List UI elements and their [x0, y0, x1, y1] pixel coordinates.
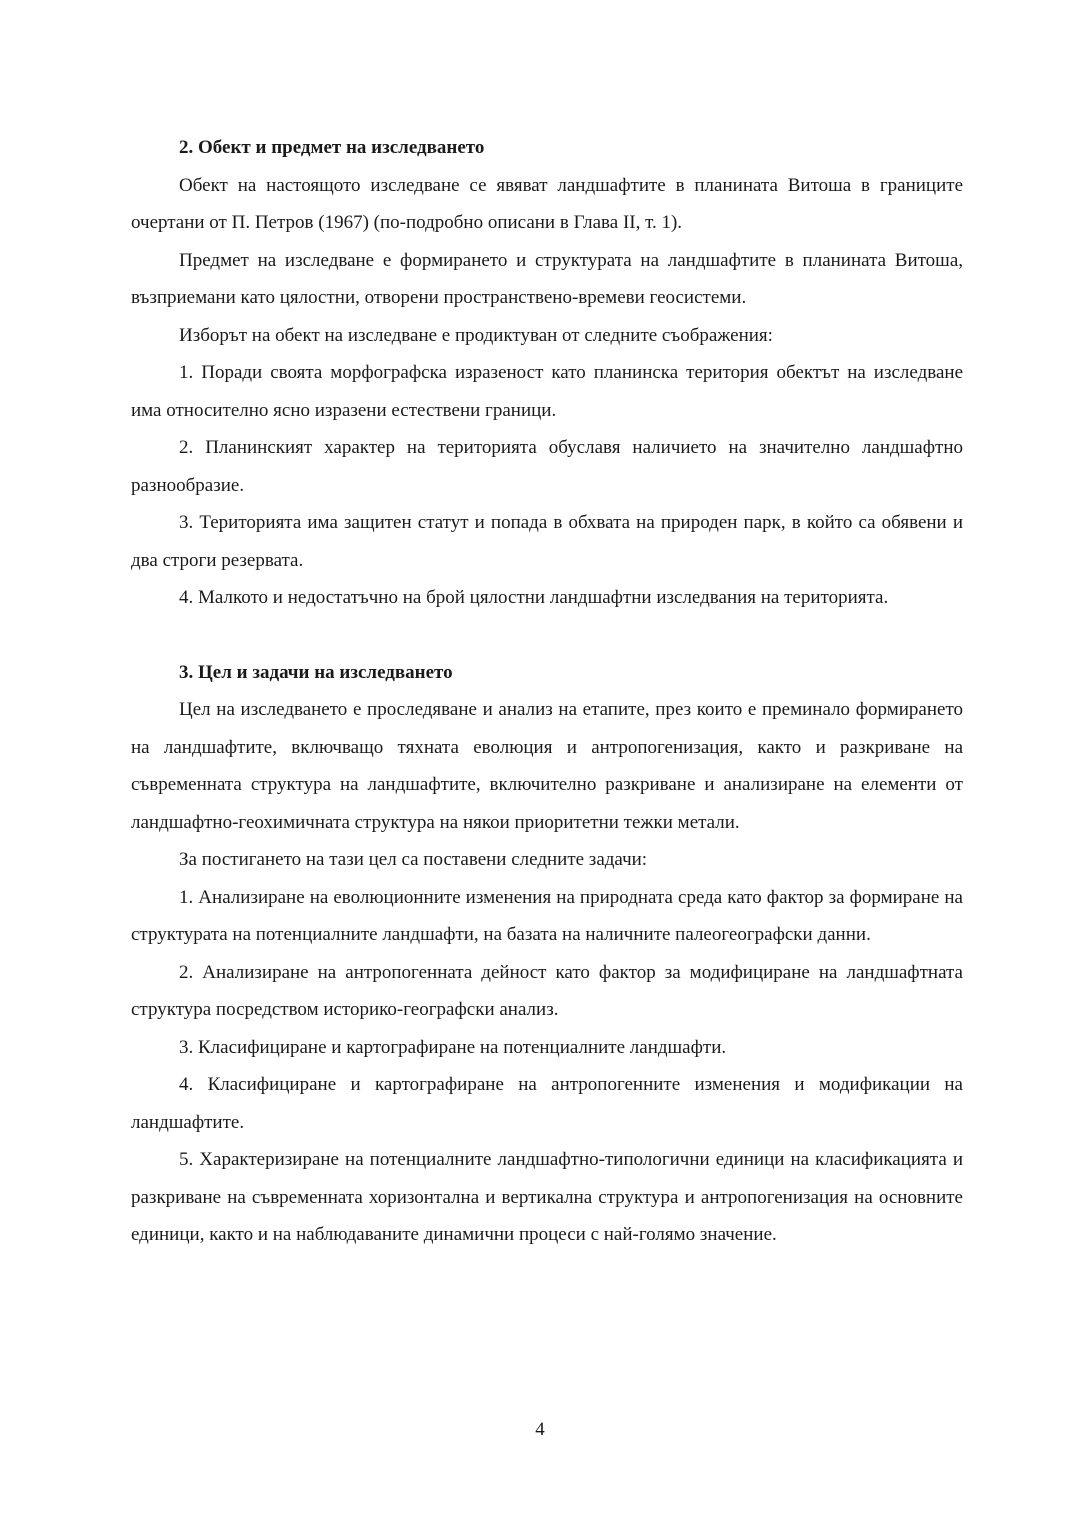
document-page: [131, 129, 963, 1254]
paragraph: 3. Класифициране и картографиране на потенциалните ландшафти.: [179, 1036, 727, 1058]
section-spacer: [131, 617, 963, 654]
paragraph: За постигането на тази цел са поставени следните задачи:: [179, 849, 648, 870]
section-3: [131, 654, 963, 1254]
paragraph: 1. Поради своята морфографска изразеност като планинска територия обектът на изследване има относително ясно изразени естествени граници.: [131, 362, 963, 421]
section-2-heading: 2. Обект и предмет на изследването: [179, 137, 485, 158]
paragraph: 5. Характеризиране на потенциалните ландшафтно-типологични единици на класификацията и разкриване на съвременната хоризонтална и вертикална структура и антропогенизация на основните единици, както и на наблюдаваните динамични процеси с най-голямо значение.: [131, 1149, 963, 1245]
paragraph: Цел на изследването е проследяване и анализ на етапите, през които е преминало формирането на ландшафтите, включващо тяхната еволюция и антропогенизация, както и разкриване на съвременната структура на ландшафтите, включително разкриване и анализиране на елементи от ландшафтно-геохимичната структура на някои приоритетни тежки метали.: [131, 699, 963, 833]
paragraph: 4. Класифициране и картографиране на антропогенните изменения и модификации на ландшафтите.: [131, 1074, 963, 1133]
paragraph: 3. Територията има защитен статут и попада в обхвата на природен парк, в който са обявени и два строги резервата.: [131, 512, 963, 571]
paragraph: 2. Анализиране на антропогенната дейност като фактор за модифициране на ландшафтната структура посредством историко-географски анализ.: [131, 961, 963, 1020]
section-2: [131, 129, 963, 617]
paragraph: 4. Малкото и недостатъчно на брой цялостни ландшафтни изследвания на територията.: [179, 587, 889, 608]
paragraph: Изборът на обект на изследване е продиктуван от следните съображения:: [179, 324, 773, 346]
paragraph: 2. Планинският характер на територията обуславя наличието на значително ландшафтно разнообразие.: [131, 437, 963, 496]
page-number: 4: [535, 1419, 545, 1440]
paragraph: Предмет на изследване е формирането и структурата на ландшафтите в планината Витоша, възприемани като цялостни, отворени пространствено-времеви геосистеми.: [131, 249, 963, 308]
section-3-heading: 3. Цел и задачи на изследването: [179, 661, 453, 683]
paragraph: Обект на настоящото изследване се явяват ландшафтите в планината Витоша в границите очертани от П. Петров (1967) (по-подробно описани в Глава II, т. 1).: [131, 174, 963, 233]
paragraph: 1. Анализиране на еволюционните изменения на природната среда като фактор за формиране на структурата на потенциалните ландшафти, на базата на наличните палеогеографски данни.: [131, 886, 963, 945]
